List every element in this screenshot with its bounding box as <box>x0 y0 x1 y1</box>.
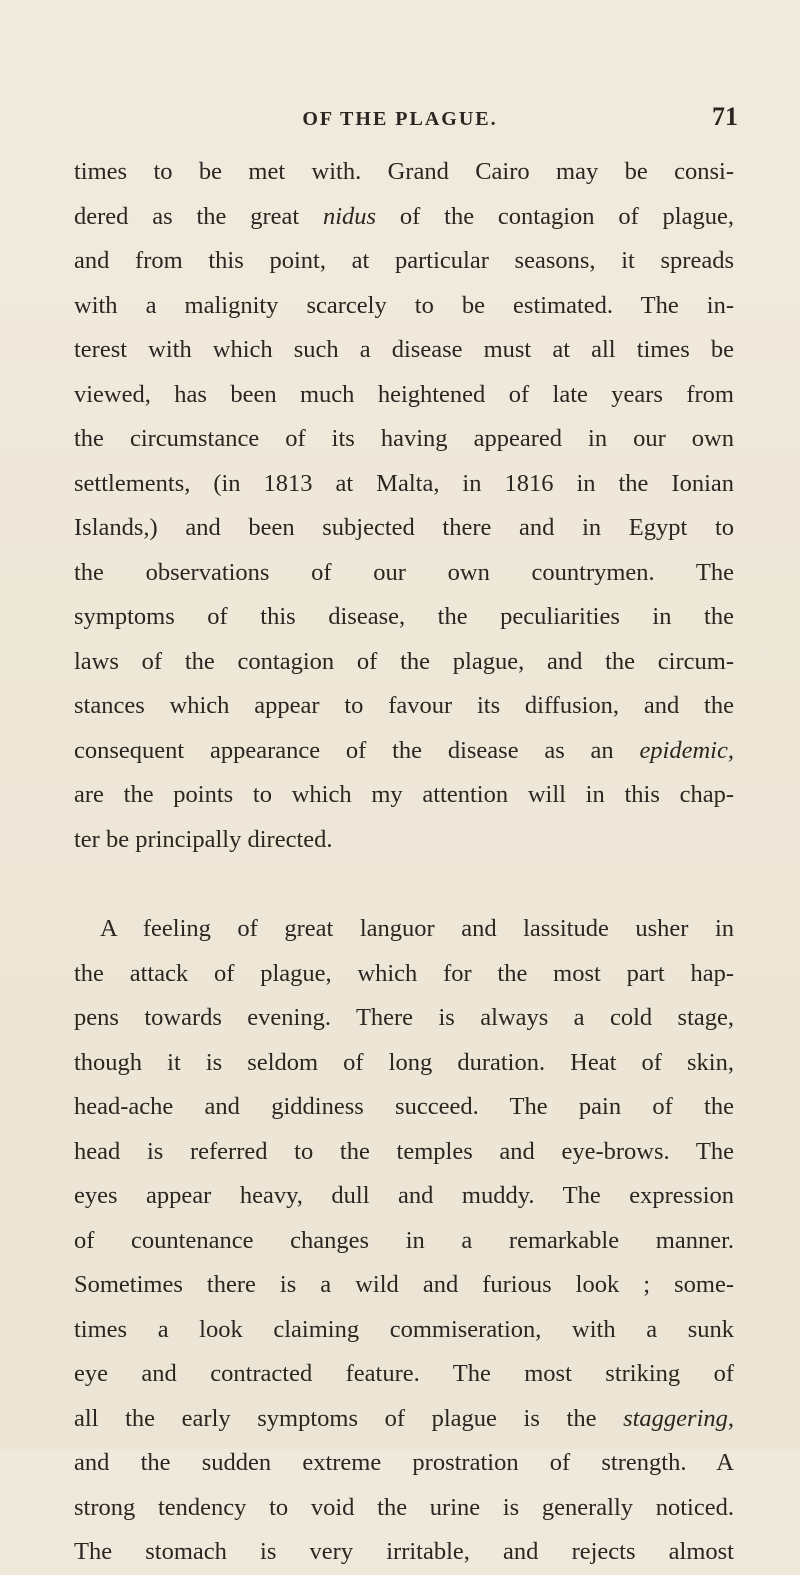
text-segment: the observations of our own countrymen. The <box>74 558 734 586</box>
text-segment: pens towards evening. There is always a cold stage, <box>74 1004 734 1031</box>
text-segment: stances which appear to favour its diffusion, and the <box>74 692 734 719</box>
text-segment: viewed, has been much heightened of late years from <box>74 380 734 408</box>
text-segment: terest with which such a disease must at all times be <box>74 336 734 363</box>
text-line <box>74 551 734 596</box>
italic-text: nidus <box>323 202 377 230</box>
text-segment: Sometimes there is a wild and furious look ; some- <box>74 1271 734 1298</box>
text-line <box>74 1263 734 1308</box>
text-segment: laws of the contagion of the plague, and the circum- <box>74 647 734 675</box>
text-line <box>74 1219 734 1264</box>
text-line <box>74 952 734 997</box>
text-segment: dered as the great <box>74 202 323 230</box>
page-number: 71 <box>712 102 738 131</box>
text-line <box>74 1308 734 1353</box>
text-segment: times a look claiming commiseration, with a sunk <box>74 1315 734 1343</box>
text-line <box>74 996 734 1041</box>
running-head: OF THE PLAGUE. <box>302 108 498 130</box>
text-segment: The stomach is very irritable, and rejects almost <box>74 1538 734 1565</box>
text-segment: are the points to which my attention will in this chap- <box>74 781 734 808</box>
text-segment: and the sudden extreme prostration of strength. A <box>74 1449 734 1476</box>
text-segment: Islands,) and been subjected there and in Egypt to <box>74 514 734 541</box>
text-segment: eyes appear heavy, dull and muddy. The expression <box>74 1182 734 1209</box>
text-line <box>74 684 734 729</box>
paragraph <box>74 907 734 1575</box>
text-line <box>74 1130 734 1175</box>
text-segment: of the contagion of plague, <box>376 202 734 230</box>
text-segment: and from this point, at particular seasons, it spreads <box>74 247 734 274</box>
text-segment: strong tendency to void the urine is generally noticed. <box>74 1493 734 1521</box>
text-line <box>74 195 734 240</box>
text-line <box>74 417 734 462</box>
text-segment: eye and contracted feature. The most striking of <box>74 1360 734 1387</box>
text-segment: ter be principally directed. <box>74 825 333 853</box>
italic-text: epidemic, <box>639 736 734 764</box>
text-line <box>74 1441 734 1486</box>
paragraph <box>74 150 734 862</box>
text-segment: consequent appearance of the disease as an <box>74 736 640 764</box>
text-line <box>74 773 734 818</box>
text-line <box>74 640 734 685</box>
text-segment: all the early symptoms of plague is the <box>74 1404 624 1432</box>
paragraph-gap <box>74 862 734 907</box>
text-line <box>74 462 734 507</box>
text-segment: of countenance changes in a remarkable manner. <box>74 1226 734 1254</box>
text-line <box>74 1397 734 1442</box>
text-segment: the circumstance of its having appeared in our own <box>74 425 734 452</box>
text-line <box>74 1486 734 1531</box>
text-line <box>74 506 734 551</box>
text-line <box>74 595 734 640</box>
text-segment: A feeling of great languor and lassitude usher in <box>100 915 734 942</box>
text-line <box>74 1530 734 1575</box>
italic-text: staggering, <box>623 1404 734 1432</box>
text-line <box>74 284 734 329</box>
text-line <box>74 150 734 195</box>
page-header <box>0 102 800 144</box>
text-segment: symptoms of this disease, the peculiarities in the <box>74 603 734 630</box>
text-segment: the attack of plague, which for the most part hap- <box>74 959 734 987</box>
text-segment: though it is seldom of long duration. Heat of skin, <box>74 1048 734 1076</box>
text-line <box>74 1041 734 1086</box>
text-line <box>74 373 734 418</box>
text-segment: settlements, (in 1813 at Malta, in 1816 in the Ionian <box>74 469 734 497</box>
text-segment: with a malignity scarcely to be estimated. The in- <box>74 291 734 319</box>
text-segment: times to be met with. Grand Cairo may be consi- <box>74 158 734 185</box>
text-line <box>74 818 734 863</box>
text-line <box>74 907 734 952</box>
text-segment: head is referred to the temples and eye-brows. The <box>74 1137 734 1165</box>
text-line <box>74 239 734 284</box>
text-line <box>74 1174 734 1219</box>
text-line <box>74 328 734 373</box>
body-text <box>74 150 734 1575</box>
text-line <box>74 1352 734 1397</box>
text-line <box>74 729 734 774</box>
text-line <box>74 1085 734 1130</box>
text-segment: head-ache and giddiness succeed. The pain of the <box>74 1093 734 1120</box>
